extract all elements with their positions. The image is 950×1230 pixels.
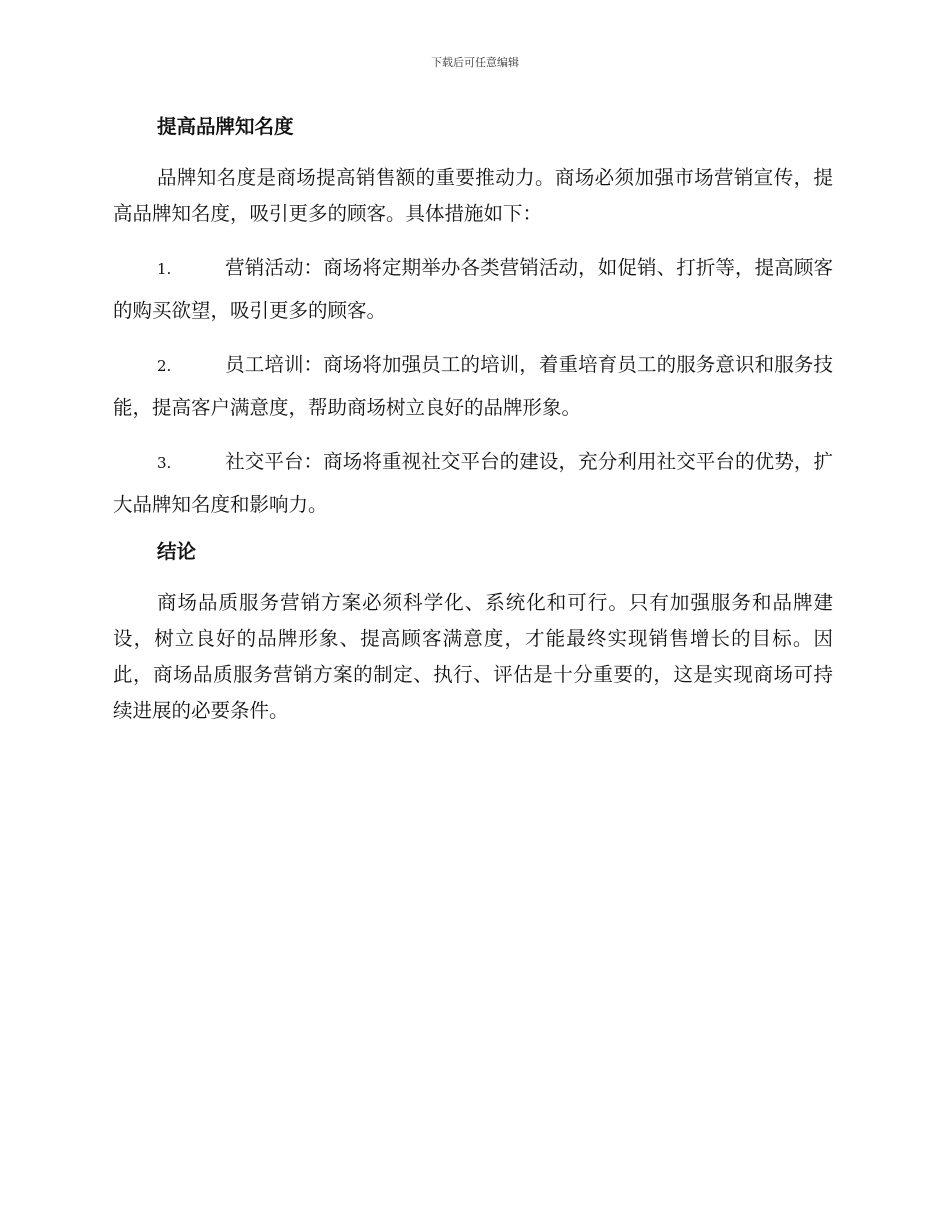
list-number: 3. [157,454,172,472]
brand-awareness-intro: 品牌知名度是商场提高销售额的重要推动力。商场必须加强市场营销宣传，提高品牌知名度，吸引更多的顾客。具体措施如下： [113,166,833,225]
list-number: 1. [157,260,172,278]
document-body [113,109,833,744]
page-header: 下载后可任意编辑 [431,56,519,69]
list-text: 营销活动：商场将定期举办各类营销活动，如促销、打折等，提高顾客的购买欲望，吸引更多的顾客。 [113,256,833,322]
list-item-1 [113,247,833,332]
conclusion-paragraph: 商场品质服务营销方案必须科学化、系统化和可行。只有加强服务和品牌建设，树立良好的品牌形象、提高顾客满意度，才能最终实现销售增长的目标。因此，商场品质服务营销方案的制定、执行、评估是十分重要的，这是实现商场可持续进展的必要条件。 [113,591,833,722]
section-heading-conclusion: 结论 [157,540,197,563]
list-text: 员工培训：商场将加强员工的培训，着重培育员工的服务意识和服务技能，提高客户满意度，帮助商场树立良好的品牌形象。 [113,353,833,419]
list-number: 2. [157,357,172,375]
list-item-3 [113,441,833,526]
section-heading-brand-awareness: 提高品牌知名度 [157,115,294,138]
list-item-2 [113,344,833,429]
list-text: 社交平台：商场将重视社交平台的建设，充分利用社交平台的优势，扩大品牌知名度和影响力。 [113,450,833,516]
